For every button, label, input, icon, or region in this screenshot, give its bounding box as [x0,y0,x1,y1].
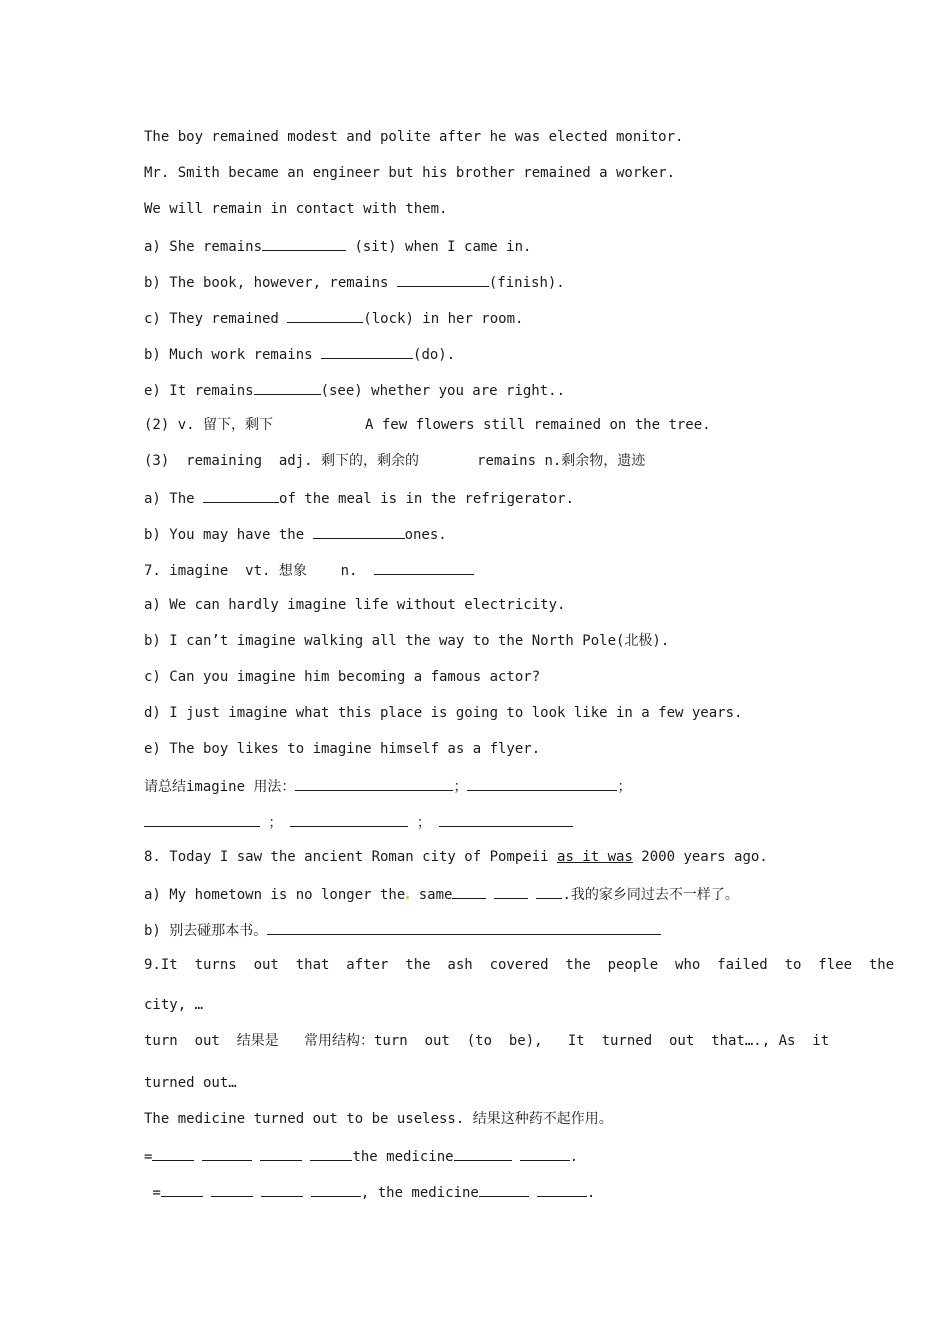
example-sentence [144,668,540,686]
stray-mark [406,896,409,899]
section-heading [144,560,474,580]
answer-blank[interactable] [467,776,617,791]
answer-blank[interactable] [254,380,321,395]
answer-blank[interactable] [295,776,453,791]
usage-text: turn out 结果是 常用结构：turn out (to be), It turned out that…., As it [144,1033,830,1049]
answer-blank[interactable] [397,272,489,287]
rewrite-text: , the medicine [360,1185,479,1201]
answer-blank[interactable] [161,1182,203,1197]
exercise-item [144,920,661,940]
answer-blank[interactable] [374,560,474,575]
exercise-text: (sit) when I came in. [346,239,532,255]
sentence-text: a) We can hardly imagine life without electricity. [144,597,566,613]
rewrite-item [144,1182,595,1202]
exercise-text: .我的家乡同过去不一样了。 [562,887,739,903]
answer-blank[interactable] [262,236,346,251]
usage-note-cont [144,1074,237,1092]
answer-blank[interactable] [537,1182,587,1197]
section-heading [144,848,768,866]
answer-blank[interactable] [152,1146,194,1161]
answer-blank[interactable] [452,884,486,899]
answer-blank[interactable] [290,812,408,827]
answer-blank[interactable] [494,884,528,899]
exercise-text: c) They remained [144,311,288,327]
heading-text: 8. Today I saw the ancient Roman city of Pompeii [144,849,558,865]
example-sentence [144,740,540,758]
exercise-item [144,488,574,508]
answer-blank[interactable] [311,1182,361,1197]
example-sentence [144,164,675,182]
summary-line [144,812,573,832]
answer-blank[interactable] [439,812,573,827]
exercise-text: b) The book, however, remains [144,275,397,291]
sentence-text: We will remain in contact with them. [144,201,448,217]
definition-line [144,416,711,434]
exercise-item [144,380,565,400]
sentence-text: e) The boy likes to imagine himself as a flyer. [144,741,541,757]
sentence-text: Mr. Smith became an engineer but his brother remained a worker. [144,165,676,181]
sentence-text: c) Can you imagine him becoming a famous actor? [144,669,541,685]
separator: ； [260,815,283,831]
answer-blank[interactable] [267,920,661,935]
answer-blank[interactable] [261,1182,303,1197]
usage-note [144,1032,829,1050]
heading-text: 2000 years ago. [632,849,768,865]
definition-text: remains n.剩余物，遗迹 [477,453,646,469]
answer-blank[interactable] [321,344,413,359]
rewrite-text: = [144,1185,161,1201]
sentence-text: The medicine turned out to be useless. 结果这种药不起作用。 [144,1111,613,1127]
answer-blank[interactable] [202,1146,252,1161]
heading-text: 7. imagine vt. 想象 n. [144,563,375,579]
exercise-text: b) You may have the [144,527,313,543]
answer-blank[interactable] [536,884,562,899]
rewrite-text: . [586,1185,596,1201]
rewrite-text: . [569,1149,579,1165]
summary-prompt: 请总结imagine 用法： [144,779,296,795]
answer-blank[interactable] [144,812,260,827]
example-text: A few flowers still remained on the tree. [365,417,711,433]
exercise-item [144,884,739,904]
definition-line [144,452,645,470]
exercise-text: ones. [404,527,447,543]
exercise-item [144,308,523,328]
rewrite-text: = [144,1149,153,1165]
exercise-text: a) My hometown is no longer the [144,887,406,903]
exercise-item [144,344,455,364]
exercise-text: (finish). [488,275,565,291]
rewrite-text: the medicine [352,1149,454,1165]
sentence-text: The boy remained modest and polite after he was elected monitor. [144,129,684,145]
exercise-text: of the meal is in the refrigerator. [279,491,575,507]
answer-blank[interactable] [520,1146,570,1161]
exercise-item [144,272,565,292]
example-sentence [144,596,565,614]
exercise-text: b) 别去碰那本书。 [144,923,268,939]
exercise-text: (see) whether you are right.. [320,383,566,399]
separator: ； [408,815,431,831]
heading-text: city, … [144,997,204,1013]
heading-text: 9.It turns out that after the ash covered the people who failed to flee the [144,957,895,973]
example-sentence [144,704,742,722]
exercise-text: (do). [413,347,456,363]
answer-blank[interactable] [313,524,405,539]
underlined-phrase: as it was [557,849,633,865]
sentence-text: d) I just imagine what this place is going to look like in a few years. [144,705,743,721]
exercise-text: a) The [144,491,204,507]
example-sentence [144,632,669,650]
rewrite-item [144,1146,578,1166]
exercise-text: (lock) in her room. [363,311,524,327]
example-sentence [144,200,447,218]
exercise-text: e) It remains [144,383,254,399]
exercise-item [144,524,447,544]
example-sentence [144,1110,613,1128]
section-heading [144,956,894,974]
exercise-text: same [410,887,453,903]
exercise-item [144,236,531,256]
exercise-text: b) Much work remains [144,347,322,363]
answer-blank[interactable] [310,1146,352,1161]
usage-text: turned out… [144,1075,237,1091]
answer-blank[interactable] [211,1182,253,1197]
separator: ； [617,779,632,795]
example-sentence [144,128,683,146]
exercise-text: a) She remains [144,239,263,255]
answer-blank[interactable] [287,308,363,323]
section-heading-cont [144,996,203,1014]
answer-blank[interactable] [454,1146,512,1161]
separator: ； [453,779,468,795]
definition-text: (2) v. 留下，剩下 [144,417,274,433]
summary-line [144,776,631,796]
answer-blank[interactable] [260,1146,302,1161]
answer-blank[interactable] [479,1182,529,1197]
sentence-text: b) I can’t imagine walking all the way to the North Pole(北极). [144,633,670,649]
answer-blank[interactable] [203,488,279,503]
definition-text: (3) remaining adj. 剩下的，剩余的 [144,453,420,469]
